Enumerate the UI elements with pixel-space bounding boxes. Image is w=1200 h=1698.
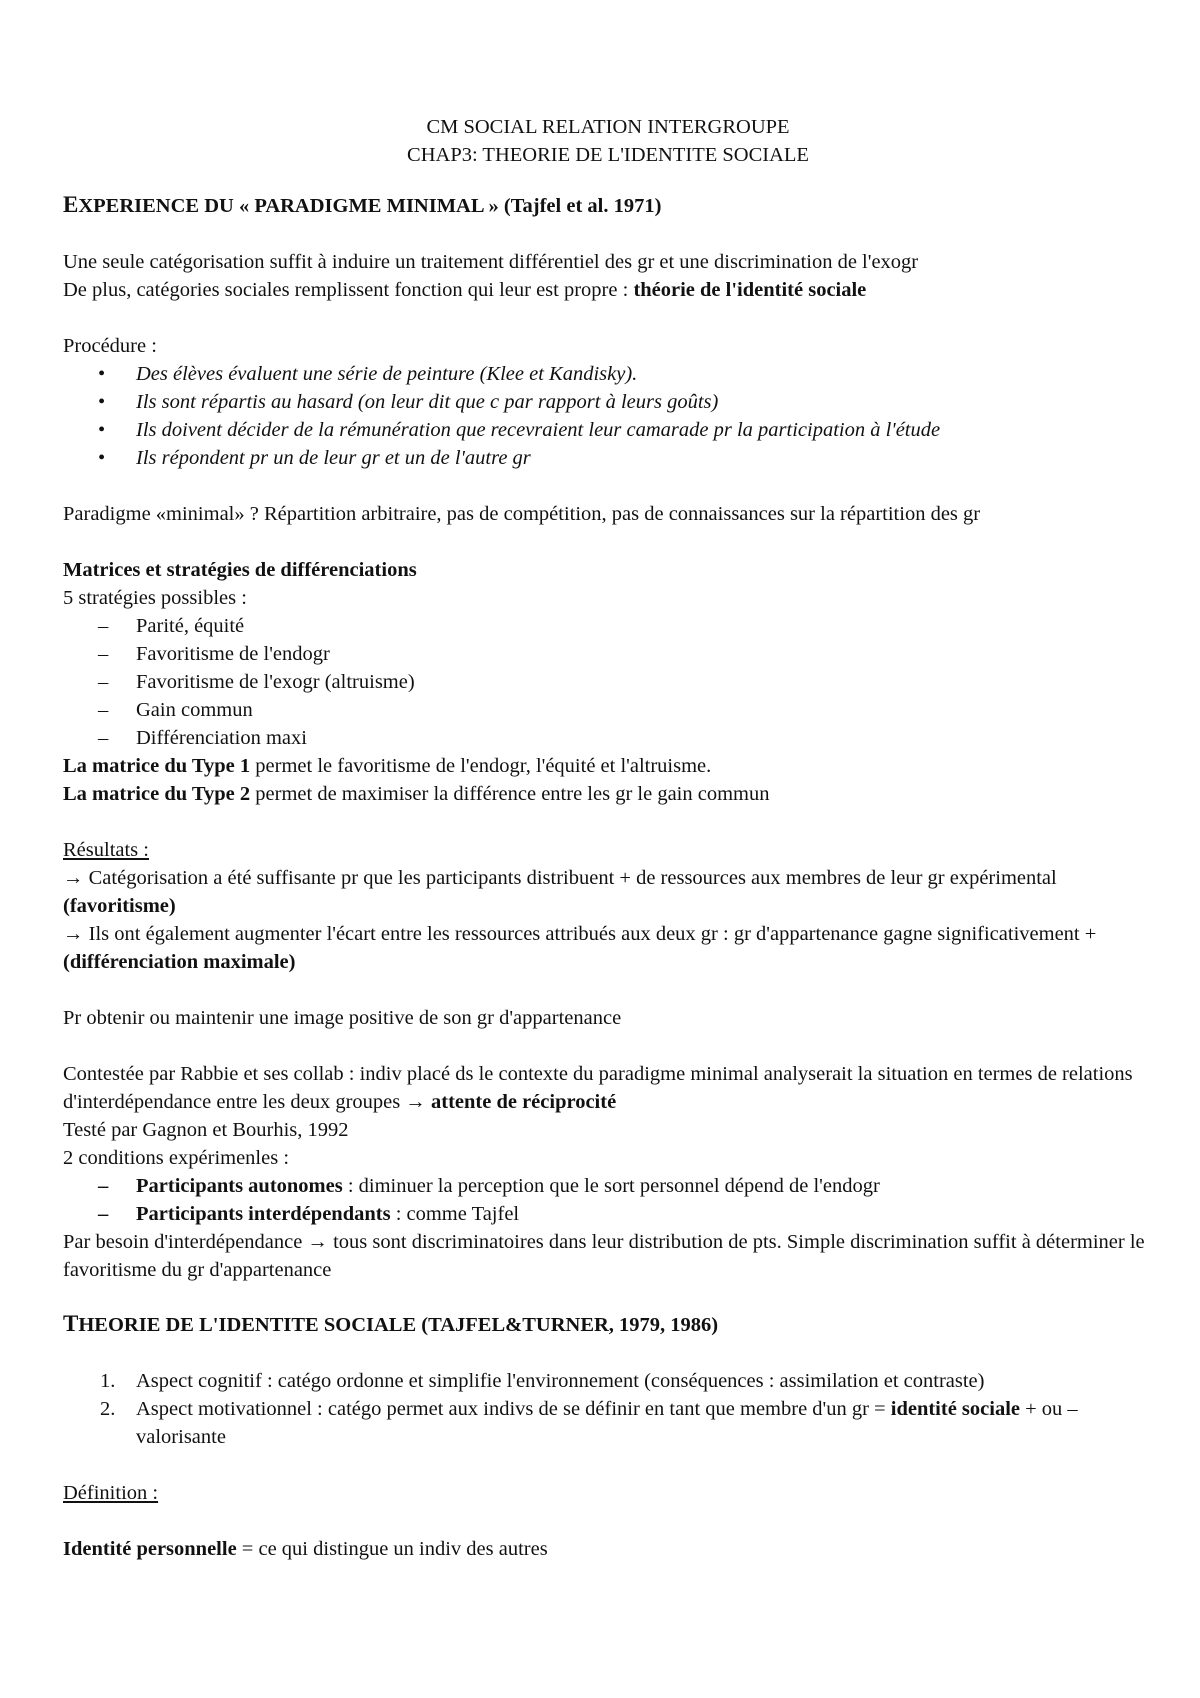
contestee-paragraph: Contestée par Rabbie et ses collab : indiv placé ds le contexte du paradigme minimal analyserait la situation en termes de relations d'interdépendance entre les deux groupes → attente de réciprocité: [63, 1063, 1133, 1113]
conditions-label: 2 conditions expérimenles :: [63, 1147, 290, 1169]
bold-term: théorie de l'identité sociale: [633, 279, 867, 301]
list-item: • Ils répondent pr un de leur gr et un de l'autre gr: [98, 447, 531, 469]
list-item: – Participants interdépendants : comme Tajfel: [98, 1203, 520, 1225]
matrices-heading: Matrices et stratégies de différenciations: [63, 559, 417, 581]
paradigme-paragraph: Paradigme «minimal» ? Répartition arbitraire, pas de compétition, pas de connaissances sur la répartition des gr: [63, 503, 981, 525]
list-item: – Participants autonomes : diminuer la perception que le sort personnel dépend de l'endogr: [98, 1175, 880, 1197]
list-item: • Des élèves évaluent une série de peinture (Klee et Kandisky).: [98, 363, 638, 385]
conditions-list: [63, 1172, 1153, 1228]
section-heading-cap: E: [63, 192, 79, 217]
intro-paragraph-1: Une seule catégorisation suffit à induire un traitement différentiel des gr et une discrimination de l'exogr: [63, 251, 919, 273]
list-item: – Gain commun: [98, 699, 253, 721]
list-item: • Ils doivent décider de la rémunération que recevraient leur camarade pr la participation à l'étude: [98, 419, 941, 441]
list-item: • Ils sont répartis au hasard (on leur dit que c par rapport à leurs goûts): [98, 391, 719, 413]
aspects-list: [63, 1367, 1153, 1451]
resultat-1: → Catégorisation a été suffisante pr que les participants distribuent + de ressources aux membres de leur gr expérimental (favoritisme): [63, 867, 1057, 917]
type2-paragraph: La matrice du Type 2 permet de maximiser la différence entre les gr le gain commun: [63, 783, 770, 805]
document-page: [63, 113, 1153, 1563]
procedure-label: Procédure :: [63, 335, 157, 357]
strategies-list: [63, 612, 1153, 752]
list-item: – Parité, équité: [98, 615, 245, 637]
doc-title-line2: CHAP3: THEORIE DE L'IDENTITE SOCIALE: [407, 144, 809, 166]
identite-personnelle-paragraph: Identité personnelle = ce qui distingue un indiv des autres: [63, 1538, 548, 1560]
intro-paragraph-2: De plus, catégories sociales remplissent fonction qui leur est propre : théorie de l'identité sociale: [63, 279, 867, 301]
procedure-list: [63, 360, 1153, 472]
list-item: 2. Aspect motivationnel : catégo permet aux indivs de se définir en tant que membre d'un gr = identité sociale + ou – valorisante: [100, 1398, 1078, 1448]
list-item: – Favoritisme de l'exogr (altruisme): [98, 671, 415, 693]
list-item: – Différenciation maxi: [98, 727, 307, 749]
section-heading-experience: [63, 191, 1153, 220]
teste-paragraph: Testé par Gagnon et Bourhis, 1992: [63, 1119, 349, 1141]
section-heading-rest: XPERIENCE DU « PARADIGME MINIMAL » (Tajfel et al. 1971): [78, 195, 662, 217]
resultats-label: Résultats :: [63, 839, 149, 861]
doc-title-line1: CM SOCIAL RELATION INTERGROUPE: [426, 116, 790, 138]
strategies-label: 5 stratégies possibles :: [63, 587, 247, 609]
list-item: – Favoritisme de l'endogr: [98, 643, 330, 665]
type1-paragraph: La matrice du Type 1 permet le favoritisme de l'endogr, l'équité et l'altruisme.: [63, 755, 712, 777]
section-heading-theorie: THEORIE DE L'IDENTITE SOCIALE (TAJFEL&TURNER, 1979, 1986): [63, 1311, 719, 1336]
image-positive-paragraph: Pr obtenir ou maintenir une image positive de son gr d'appartenance: [63, 1007, 622, 1029]
besoin-paragraph: Par besoin d'interdépendance → tous sont discriminatoires dans leur distribution de pts. Simple discrimination suffit à déterminer le favoritisme du gr d'appartenance: [63, 1231, 1145, 1281]
resultat-2: → Ils ont également augmenter l'écart entre les ressources attribués aux deux gr : gr d'appartenance gagne significativement + (différenciation maximale): [63, 923, 1097, 973]
list-item: 1. Aspect cognitif : catégo ordonne et simplifie l'environnement (conséquences : assimilation et contraste): [100, 1370, 985, 1392]
definition-label: Définition :: [63, 1482, 159, 1504]
